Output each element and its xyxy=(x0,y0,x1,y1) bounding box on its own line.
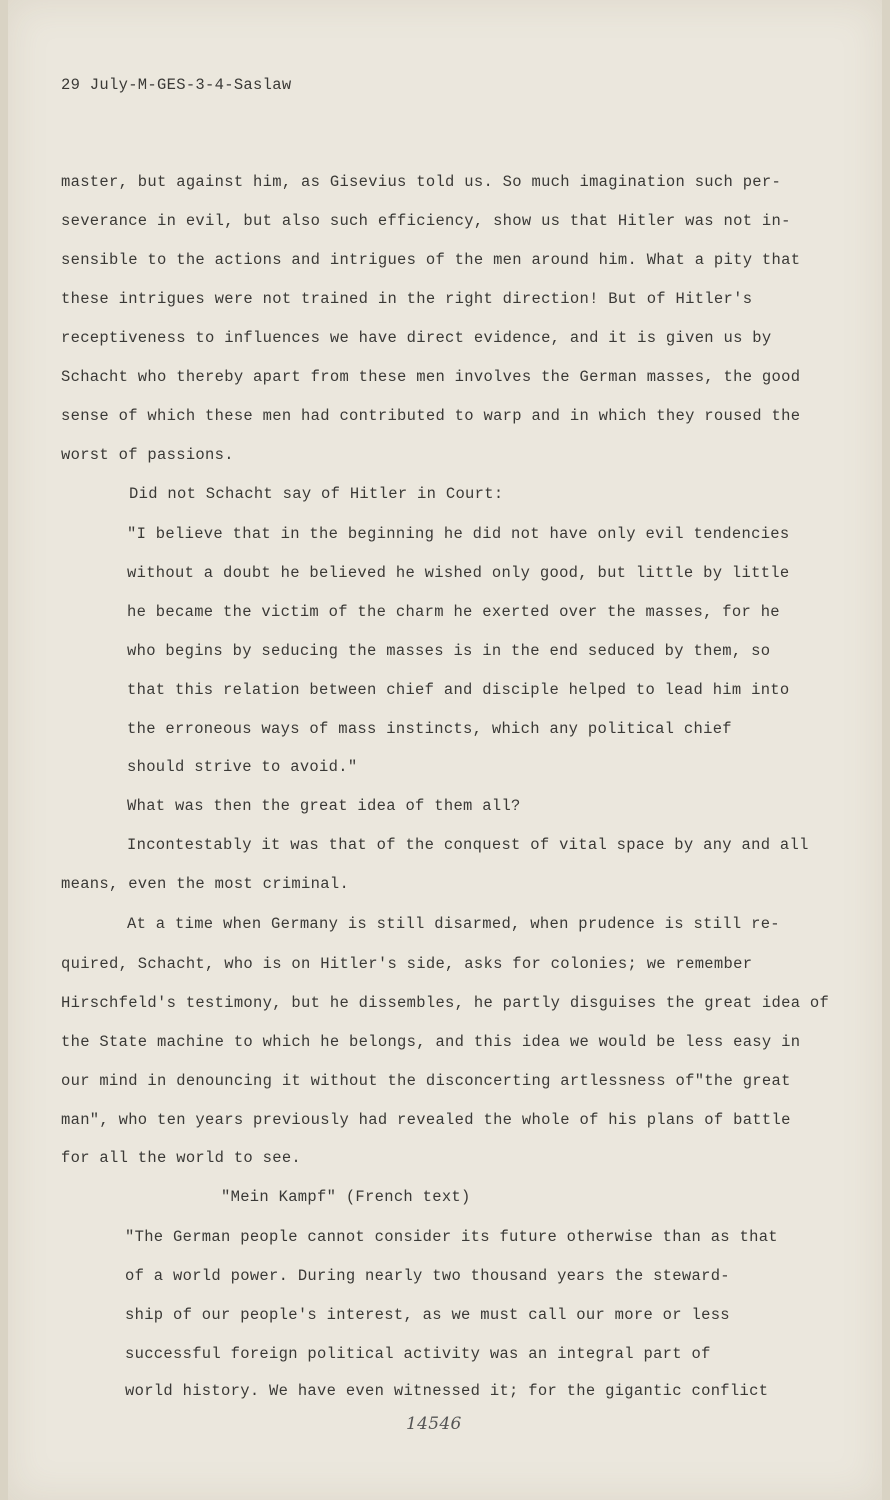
quote-line: "I believe that in the beginning he did not have only evil tendencies xyxy=(127,525,790,543)
text-line: for all the world to see. xyxy=(61,1149,302,1167)
quote-line: who begins by seducing the masses is in the end seduced by them, so xyxy=(127,642,771,660)
quote-line: without a doubt he believed he wished only good, but little by little xyxy=(127,564,790,582)
text-line: severance in evil, but also such efficiency, show us that Hitler was not in- xyxy=(61,212,791,230)
quote-line: successful foreign political activity was an integral part of xyxy=(125,1345,711,1363)
page-number: 14546 xyxy=(406,1414,462,1434)
text-line: means, even the most criminal. xyxy=(61,875,350,893)
text-line: these intrigues were not trained in the right direction! But of Hitler's xyxy=(61,290,753,308)
quote-line: world history. We have even witnessed it; for the gigantic conflict xyxy=(125,1382,769,1400)
quote-line: he became the victim of the charm he exerted over the masses, for he xyxy=(127,603,780,621)
text-line: man", who ten years previously had revealed the whole of his plans of battle xyxy=(61,1111,791,1129)
text-line: quired, Schacht, who is on Hitler's side, asks for colonies; we remember xyxy=(61,955,753,973)
quote-line: that this relation between chief and disciple helped to lead him into xyxy=(127,681,790,699)
text-line: sense of which these men had contributed to warp and in which they roused the xyxy=(61,407,801,425)
quote-intro: Did not Schacht say of Hitler in Court: xyxy=(129,485,504,503)
text-line: At a time when Germany is still disarmed, when prudence is still re- xyxy=(127,915,780,933)
quote-line: the erroneous ways of mass instincts, which any political chief xyxy=(127,720,732,738)
quote-line: ship of our people's interest, as we must call our more or less xyxy=(125,1306,730,1324)
text-line: Incontestably it was that of the conquest of vital space by any and all xyxy=(127,836,809,854)
text-line: master, but against him, as Gisevius told us. So much imagination such per- xyxy=(61,173,782,191)
quote-line: should strive to avoid." xyxy=(127,758,358,776)
text-line: sensible to the actions and intrigues of the men around him. What a pity that xyxy=(61,251,801,269)
question-line: What was then the great idea of them all? xyxy=(127,797,521,815)
text-line: worst of passions. xyxy=(61,446,234,464)
quote-line: "The German people cannot consider its future otherwise than as that xyxy=(125,1228,778,1246)
text-line: receptiveness to influences we have direct evidence, and it is given us by xyxy=(61,329,772,347)
text-line: the State machine to which he belongs, and this idea we would be less easy in xyxy=(61,1033,801,1051)
text-line: Schacht who thereby apart from these men involves the German masses, the good xyxy=(61,368,801,386)
text-line: our mind in denouncing it without the disconcerting artlessness of"the great xyxy=(61,1072,791,1090)
document-header: 29 July-M-GES-3-4-Saslaw xyxy=(61,76,292,94)
quote-line: of a world power. During nearly two thousand years the steward- xyxy=(125,1267,730,1285)
typed-page xyxy=(8,0,882,1500)
book-heading: "Mein Kampf" (French text) xyxy=(221,1188,471,1206)
text-line: Hirschfeld's testimony, but he dissembles, he partly disguises the great idea of xyxy=(61,994,830,1012)
